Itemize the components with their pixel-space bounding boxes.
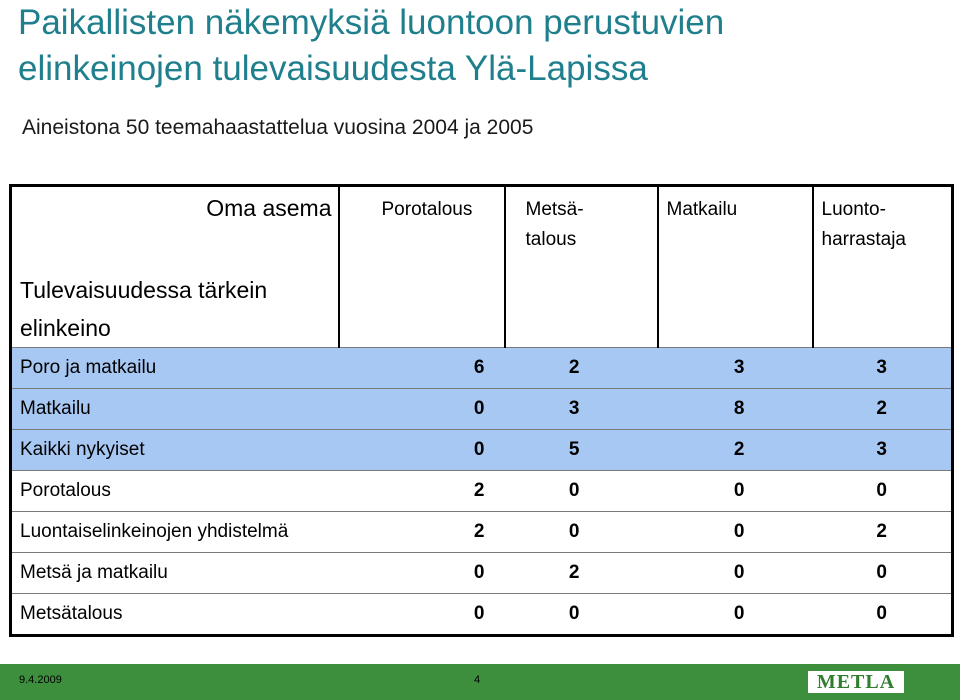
cell-luontoharrastaja: 0 [813, 471, 953, 512]
footer-page-number: 4 [474, 674, 481, 686]
row-label: Matkailu [11, 389, 339, 430]
cell-luontoharrastaja: 2 [813, 389, 953, 430]
header-col-matkailu-line-1: Matkailu [666, 199, 738, 220]
cell-metsatalous: 0 [505, 471, 658, 512]
cell-porotalous: 0 [339, 389, 505, 430]
header-col-porotalous-line-1: Porotalous [381, 199, 473, 220]
header-oma-asema: Oma asema [206, 195, 332, 221]
slide-footer [0, 664, 960, 700]
header-col-metsatalous-line-2: talous [525, 229, 577, 250]
header-tulevaisuudessa [20, 271, 267, 347]
header-col-metsatalous-line-1: Metsä- [525, 199, 584, 220]
cell-matkailu: 0 [658, 553, 813, 594]
cell-luontoharrastaja: 2 [813, 512, 953, 553]
cell-luontoharrastaja: 0 [813, 553, 953, 594]
header-col-metsatalous [505, 186, 658, 348]
row-label: Kaikki nykyiset [11, 430, 339, 471]
metla-logo: METLA [808, 671, 904, 693]
cell-matkailu: 0 [658, 594, 813, 636]
cell-metsatalous: 2 [505, 348, 658, 389]
table-header-row [11, 186, 953, 348]
header-col-luontoharrastaja-line-1: Luonto- [821, 199, 886, 220]
header-col-matkailu [658, 186, 813, 348]
cell-porotalous: 2 [339, 512, 505, 553]
cell-metsatalous: 0 [505, 512, 658, 553]
cell-matkailu: 0 [658, 512, 813, 553]
cell-metsatalous: 0 [505, 594, 658, 636]
table-row [11, 348, 953, 389]
cell-luontoharrastaja: 3 [813, 348, 953, 389]
cell-metsatalous: 2 [505, 553, 658, 594]
table-row [11, 430, 953, 471]
slide-title [18, 0, 724, 92]
table-row [11, 553, 953, 594]
header-corner-cell [11, 186, 339, 348]
header-col-luontoharrastaja [813, 186, 953, 348]
row-label: Metsätalous [11, 594, 339, 636]
cell-luontoharrastaja: 0 [813, 594, 953, 636]
cell-matkailu: 3 [658, 348, 813, 389]
cell-matkailu: 2 [658, 430, 813, 471]
header-tulevaisuudessa-line-1: Tulevaisuudessa tärkein [20, 277, 268, 303]
footer-date: 9.4.2009 [19, 674, 62, 686]
header-tulevaisuudessa-line-2: elinkeino [20, 315, 111, 341]
table-row [11, 512, 953, 553]
cell-metsatalous: 3 [505, 389, 658, 430]
table-row [11, 594, 953, 636]
row-label: Luontaiselinkeinojen yhdistelmä [11, 512, 339, 553]
slide-title-line-2: elinkeinojen tulevaisuudesta Ylä-Lapissa [18, 49, 648, 88]
row-label: Porotalous [11, 471, 339, 512]
cell-matkailu: 8 [658, 389, 813, 430]
results-table [9, 184, 954, 637]
cell-luontoharrastaja: 3 [813, 430, 953, 471]
header-col-luontoharrastaja-line-2: harrastaja [821, 229, 906, 250]
table-row [11, 389, 953, 430]
cell-porotalous: 6 [339, 348, 505, 389]
cell-porotalous: 0 [339, 594, 505, 636]
row-label: Poro ja matkailu [11, 348, 339, 389]
cell-matkailu: 0 [658, 471, 813, 512]
cell-porotalous: 0 [339, 430, 505, 471]
row-label: Metsä ja matkailu [11, 553, 339, 594]
slide-title-line-1: Paikallisten näkemyksiä luontoon perustuvien [18, 3, 725, 42]
cell-metsatalous: 5 [505, 430, 658, 471]
slide-subtitle: Aineistona 50 teemahaastattelua vuosina 2004 ja 2005 [22, 116, 534, 139]
cell-porotalous: 0 [339, 553, 505, 594]
cell-porotalous: 2 [339, 471, 505, 512]
table-row [11, 471, 953, 512]
header-col-porotalous [339, 186, 505, 348]
